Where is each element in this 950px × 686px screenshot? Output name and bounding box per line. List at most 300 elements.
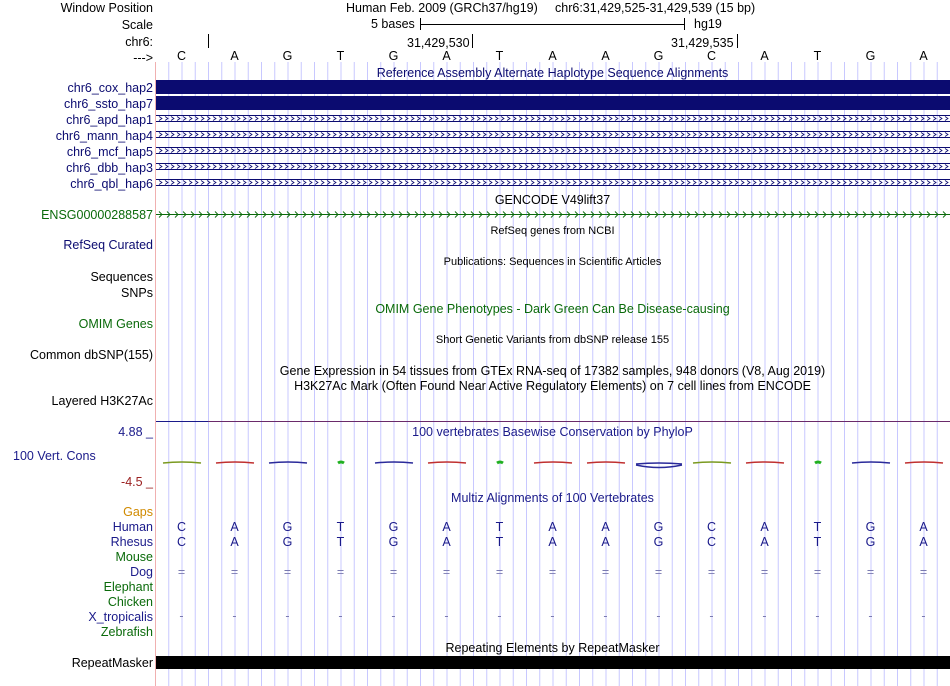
- strand-chevron: [357, 149, 360, 153]
- strand-chevron: [183, 165, 186, 169]
- conservation-mark: [746, 462, 784, 463]
- strand-chevron: [573, 117, 576, 121]
- aligned-base: A: [601, 535, 610, 549]
- strand-chevron: [339, 165, 342, 169]
- species-chicken-label[interactable]: Chicken: [107, 595, 153, 609]
- strand-chevron: [261, 149, 264, 153]
- strand-chevron: [507, 165, 510, 169]
- strand-chevron: [411, 133, 414, 137]
- strand-chevron: [825, 117, 828, 121]
- strand-chevron: [531, 165, 534, 169]
- strand-chevron: [591, 165, 594, 169]
- strand-chevron: [537, 149, 540, 153]
- strand-chevron: [477, 149, 480, 153]
- strand-chevron: [903, 181, 906, 185]
- strand-chevron: [627, 149, 630, 153]
- conservation-mark: [852, 462, 890, 463]
- strand-chevron: [771, 133, 774, 137]
- aligned-base: A: [548, 535, 557, 549]
- strand-chevron: [261, 117, 264, 121]
- strand-chevron: [603, 149, 606, 153]
- strand-chevron: [195, 133, 198, 137]
- strand-chevron: [831, 149, 834, 153]
- strand-chevron: [483, 181, 486, 185]
- strand-chevron: [579, 181, 582, 185]
- strand-chevron: [357, 117, 360, 121]
- strand-chevron: [321, 133, 324, 137]
- strand-chevron: [453, 117, 456, 121]
- track-label-cox-hap2[interactable]: chr6_cox_hap2: [67, 81, 153, 95]
- species-mouse-label[interactable]: Mouse: [115, 550, 153, 564]
- strand-chevron: [657, 165, 660, 169]
- strand-chevron: [177, 165, 180, 169]
- strand-chevron: [351, 133, 354, 137]
- strand-chevron: [675, 165, 678, 169]
- omim-track-title: OMIM Gene Phenotypes - Dark Green Can Be Disease-causing: [375, 302, 730, 316]
- alt-haplotype-track-title: Reference Assembly Alternate Haplotype Sequence Alignments: [376, 66, 729, 80]
- reference-base: A: [548, 49, 557, 63]
- strand-chevron: [465, 133, 468, 137]
- strand-chevron: [597, 133, 600, 137]
- strand-chevron: [345, 133, 348, 137]
- aligned-base: A: [442, 535, 451, 549]
- strand-chevron: [525, 165, 528, 169]
- strand-chevron: [627, 133, 630, 137]
- haplotype-alignment-line[interactable]: [156, 163, 950, 170]
- strand-chevron: [483, 165, 486, 169]
- strand-chevron: [309, 133, 312, 137]
- strand-chevron: [309, 117, 312, 121]
- strand-chevron: [795, 165, 798, 169]
- strand-chevron: [939, 117, 942, 121]
- reference-base: A: [919, 49, 928, 63]
- strand-chevron: [177, 181, 180, 185]
- track-label-dbb-hap3[interactable]: chr6_dbb_hap3: [66, 161, 153, 175]
- strand-chevron: [525, 181, 528, 185]
- strand-chevron: [645, 149, 648, 153]
- strand-chevron: [831, 165, 834, 169]
- strand-chevron: [735, 165, 738, 169]
- strand-chevron: [165, 133, 168, 137]
- strand-chevron: [507, 117, 510, 121]
- strand-chevron: [933, 149, 936, 153]
- strand-chevron: [351, 149, 354, 153]
- strand-chevron: [783, 181, 786, 185]
- repeatmasker-label[interactable]: RepeatMasker: [71, 656, 153, 670]
- strand-chevron: [795, 149, 798, 153]
- strand-chevron: [237, 181, 240, 185]
- strand-chevron: [333, 165, 336, 169]
- strand-chevron: [747, 149, 750, 153]
- strand-chevron: [759, 165, 762, 169]
- aligned-base: G: [282, 535, 293, 549]
- aligned-base: =: [813, 565, 822, 579]
- strand-chevron: [243, 149, 246, 153]
- strand-chevron: [327, 165, 330, 169]
- strand-chevron: [741, 165, 744, 169]
- strand-chevron: [843, 117, 846, 121]
- strand-chevron: [165, 117, 168, 121]
- conservation-min-value: -4.5 _: [121, 475, 153, 489]
- strand-chevron: [501, 149, 504, 153]
- strand-chevron: [639, 149, 642, 153]
- strand-chevron: [915, 181, 918, 185]
- strand-chevron: [273, 149, 276, 153]
- strand-chevron: [387, 165, 390, 169]
- strand-chevron: [705, 149, 708, 153]
- strand-chevron: [801, 117, 804, 121]
- strand-chevron: [561, 133, 564, 137]
- strand-chevron: [663, 117, 666, 121]
- strand-chevron: [909, 133, 912, 137]
- aligned-base: A: [919, 520, 928, 534]
- strand-chevron: [327, 133, 330, 137]
- strand-chevron: [165, 181, 168, 185]
- strand-chevron: [753, 181, 756, 185]
- strand-chevron: [879, 165, 882, 169]
- aligned-base: -: [444, 609, 449, 623]
- strand-chevron: [759, 181, 762, 185]
- strand-chevron: [333, 117, 336, 121]
- strand-chevron: [795, 117, 798, 121]
- human-alignment-row: [155, 520, 950, 534]
- aligned-base: A: [442, 520, 451, 534]
- strand-chevron: [501, 133, 504, 137]
- conservation-mark: [375, 462, 413, 463]
- strand-chevron: [531, 117, 534, 121]
- track-label-mcf-hap5[interactable]: chr6_mcf_hap5: [66, 145, 153, 159]
- snps-label[interactable]: SNPs: [121, 286, 153, 300]
- strand-chevron: [717, 181, 720, 185]
- strand-chevron: [675, 181, 678, 185]
- strand-chevron: [519, 181, 522, 185]
- strand-chevron: [423, 149, 426, 153]
- strand-chevron: [879, 181, 882, 185]
- gene-label-ensg[interactable]: ENSG00000288587: [41, 208, 153, 222]
- strand-chevron: [849, 181, 852, 185]
- strand-chevron: [495, 181, 498, 185]
- strand-chevron: [513, 165, 516, 169]
- strand-chevron: [921, 149, 924, 153]
- strand-chevron: [177, 149, 180, 153]
- strand-chevron: [219, 149, 222, 153]
- omim-genes-label[interactable]: OMIM Genes: [78, 317, 153, 331]
- coord-label-1: 31,429,530: [407, 36, 470, 50]
- strand-chevron: [801, 165, 804, 169]
- strand-chevron: [183, 133, 186, 137]
- strand-chevron: [435, 133, 438, 137]
- strand-chevron: [657, 181, 660, 185]
- strand-chevron: [891, 165, 894, 169]
- strand-chevron: [945, 117, 948, 121]
- strand-chevron: [225, 149, 228, 153]
- strand-chevron: [693, 133, 696, 137]
- haplotype-alignment-line[interactable]: [156, 115, 950, 122]
- aligned-base: =: [177, 565, 186, 579]
- strand-chevron: [165, 165, 168, 169]
- species-human-label[interactable]: Human: [112, 520, 153, 534]
- gtex-track-title: Gene Expression in 54 tissues from GTEx RNA-seq of 17382 samples, 948 donors (V8, Aug 2019): [279, 364, 826, 378]
- strand-chevron: [255, 117, 258, 121]
- strand-chevron: [921, 181, 924, 185]
- strand-chevron: [195, 149, 198, 153]
- strand-chevron: [915, 117, 918, 121]
- strand-chevron: [663, 165, 666, 169]
- strand-chevron: [297, 133, 300, 137]
- scale-label: Scale: [121, 18, 153, 32]
- strand-chevron: [873, 149, 876, 153]
- strand-chevron: [459, 165, 462, 169]
- layered-h3k27ac-label[interactable]: Layered H3K27Ac: [51, 394, 153, 408]
- strand-chevron: [669, 181, 672, 185]
- strand-chevron: [177, 117, 180, 121]
- haplotype-alignment-block[interactable]: [156, 80, 950, 94]
- strand-chevron: [771, 165, 774, 169]
- strand-chevron: [591, 149, 594, 153]
- strand-chevron: [681, 181, 684, 185]
- strand-chevron: [393, 149, 396, 153]
- track-label-apd-hap1[interactable]: chr6_apd_hap1: [66, 113, 153, 127]
- strand-chevron: [525, 149, 528, 153]
- strand-chevron: [681, 133, 684, 137]
- strand-chevron: [621, 149, 624, 153]
- strand-chevron: [633, 149, 636, 153]
- reference-base: A: [760, 49, 769, 63]
- strand-chevron: [297, 149, 300, 153]
- species-xtropicalis-label[interactable]: X_tropicalis: [88, 610, 153, 624]
- strand-chevron: [567, 165, 570, 169]
- strand-chevron: [393, 133, 396, 137]
- tick-mark: [472, 34, 473, 48]
- strand-chevron: [825, 165, 828, 169]
- strand-chevron: [399, 149, 402, 153]
- strand-chevron: [837, 149, 840, 153]
- xtropicalis-alignment-row: [155, 609, 950, 623]
- track-label-qbl-hap6[interactable]: chr6_qbl_hap6: [70, 177, 153, 191]
- strand-chevron: [423, 133, 426, 137]
- strand-chevron: [603, 117, 606, 121]
- aligned-base: =: [548, 565, 557, 579]
- strand-chevron: [429, 165, 432, 169]
- strand-chevron: [465, 165, 468, 169]
- strand-chevron: [909, 165, 912, 169]
- conservation-track-title: 100 vertebrates Basewise Conservation by PhyloP: [412, 425, 693, 439]
- conservation-mark: [587, 462, 625, 463]
- strand-chevron: [645, 181, 648, 185]
- conservation-max-value: 4.88 _: [118, 425, 153, 439]
- strand-chevron: [453, 165, 456, 169]
- aligned-base: C: [176, 535, 187, 549]
- strand-chevron: [171, 149, 174, 153]
- haplotype-alignment-block[interactable]: [156, 96, 950, 110]
- strand-chevron: [777, 149, 780, 153]
- strand-chevron: [159, 149, 162, 153]
- strand-chevron: [885, 133, 888, 137]
- strand-chevron: [501, 117, 504, 121]
- strand-chevron: [369, 117, 372, 121]
- strand-chevron: [681, 165, 684, 169]
- strand-chevron: [753, 117, 756, 121]
- strand-chevron: [873, 165, 876, 169]
- dog-alignment-row: [155, 565, 950, 579]
- strand-chevron: [699, 117, 702, 121]
- strand-chevron: [645, 165, 648, 169]
- species-dog-label[interactable]: Dog: [130, 565, 153, 579]
- strand-chevron: [201, 133, 204, 137]
- strand-chevron: [507, 181, 510, 185]
- strand-chevron: [375, 165, 378, 169]
- strand-chevron: [705, 165, 708, 169]
- strand-chevron: [939, 133, 942, 137]
- gene-model-intron-line[interactable]: [156, 210, 950, 219]
- strand-chevron: [873, 133, 876, 137]
- strand-arrow-label: --->: [133, 51, 153, 65]
- track-label-mann-hap4[interactable]: chr6_mann_hap4: [55, 129, 153, 143]
- strand-chevron: [561, 181, 564, 185]
- strand-chevron: [291, 165, 294, 169]
- strand-chevron: [669, 117, 672, 121]
- strand-chevron: [267, 133, 270, 137]
- strand-chevron: [765, 149, 768, 153]
- strand-chevron: [201, 165, 204, 169]
- strand-chevron: [849, 133, 852, 137]
- strand-chevron: [867, 181, 870, 185]
- strand-chevron: [687, 149, 690, 153]
- position-readout: chr6:31,429,525-31,429,539 (15 bp): [555, 1, 756, 15]
- conservation-track-label[interactable]: 100 Vert. Cons: [13, 449, 96, 463]
- strand-chevron: [261, 133, 264, 137]
- strand-chevron: [657, 117, 660, 121]
- strand-chevron: [543, 165, 546, 169]
- strand-chevron: [531, 181, 534, 185]
- strand-chevron: [897, 133, 900, 137]
- strand-chevron: [519, 117, 522, 121]
- strand-chevron: [915, 149, 918, 153]
- strand-chevron: [447, 133, 450, 137]
- conservation-wiggle[interactable]: [156, 456, 950, 472]
- strand-chevron: [663, 181, 666, 185]
- strand-chevron: [291, 133, 294, 137]
- strand-chevron: [189, 149, 192, 153]
- strand-chevron: [207, 165, 210, 169]
- strand-chevron: [759, 133, 762, 137]
- reference-base: G: [282, 49, 293, 63]
- strand-chevron: [285, 165, 288, 169]
- strand-chevron: [807, 181, 810, 185]
- track-label-ssto-hap7[interactable]: chr6_ssto_hap7: [64, 97, 153, 111]
- dbsnp-track-title: Short Genetic Variants from dbSNP release 155: [435, 334, 670, 346]
- strand-chevron: [531, 133, 534, 137]
- strand-chevron: [465, 181, 468, 185]
- strand-chevron: [669, 149, 672, 153]
- strand-chevron: [867, 117, 870, 121]
- strand-chevron: [891, 181, 894, 185]
- conservation-mark: [216, 462, 254, 463]
- aligned-base: G: [388, 535, 399, 549]
- strand-chevron: [291, 117, 294, 121]
- species-zebrafish-label[interactable]: Zebrafish: [100, 625, 153, 639]
- strand-chevron: [183, 117, 186, 121]
- strand-chevron: [285, 133, 288, 137]
- strand-chevron: [687, 117, 690, 121]
- haplotype-alignment-line[interactable]: [156, 179, 950, 186]
- haplotype-alignment-line[interactable]: [156, 131, 950, 138]
- strand-chevron: [873, 117, 876, 121]
- strand-chevron: [885, 117, 888, 121]
- conservation-mark: [269, 462, 307, 463]
- strand-chevron: [201, 149, 204, 153]
- strand-chevron: [633, 181, 636, 185]
- species-gaps-label[interactable]: Gaps: [123, 505, 153, 519]
- refseq-curated-label[interactable]: RefSeq Curated: [63, 238, 153, 252]
- strand-chevron: [399, 117, 402, 121]
- aligned-base: T: [336, 535, 345, 549]
- strand-chevron: [303, 117, 306, 121]
- publications-sequences-label[interactable]: Sequences: [90, 270, 153, 284]
- strand-chevron: [375, 149, 378, 153]
- strand-chevron: [507, 133, 510, 137]
- strand-chevron: [441, 149, 444, 153]
- species-elephant-label[interactable]: Elephant: [103, 580, 153, 594]
- strand-chevron: [291, 149, 294, 153]
- aligned-base: C: [176, 520, 187, 534]
- strand-chevron: [903, 133, 906, 137]
- strand-chevron: [633, 165, 636, 169]
- strand-chevron: [357, 181, 360, 185]
- strand-chevron: [483, 117, 486, 121]
- strand-chevron: [723, 181, 726, 185]
- strand-chevron: [825, 181, 828, 185]
- strand-chevron: [651, 165, 654, 169]
- strand-chevron: [495, 149, 498, 153]
- aligned-base: T: [495, 520, 504, 534]
- strand-chevron: [327, 149, 330, 153]
- strand-chevron: [735, 181, 738, 185]
- strand-chevron: [261, 165, 264, 169]
- strand-chevron: [477, 181, 480, 185]
- strand-chevron: [789, 165, 792, 169]
- strand-chevron: [483, 149, 486, 153]
- strand-chevron: [477, 165, 480, 169]
- haplotype-alignment-line[interactable]: [156, 147, 950, 154]
- strand-chevron: [711, 181, 714, 185]
- strand-chevron: [423, 117, 426, 121]
- strand-chevron: [207, 117, 210, 121]
- strand-chevron: [891, 149, 894, 153]
- strand-chevron: [399, 133, 402, 137]
- strand-chevron: [771, 181, 774, 185]
- aligned-base: =: [866, 565, 875, 579]
- repeat-element-block[interactable]: [156, 656, 950, 669]
- strand-chevron: [195, 117, 198, 121]
- strand-chevron: [435, 165, 438, 169]
- aligned-base: =: [707, 565, 716, 579]
- strand-chevron: [837, 117, 840, 121]
- strand-chevron: [381, 165, 384, 169]
- reference-base: A: [230, 49, 239, 63]
- strand-chevron: [849, 165, 852, 169]
- strand-chevron: [597, 117, 600, 121]
- strand-chevron: [465, 117, 468, 121]
- strand-chevron: [399, 165, 402, 169]
- strand-chevron: [333, 181, 336, 185]
- strand-chevron: [687, 165, 690, 169]
- strand-chevron: [807, 149, 810, 153]
- strand-chevron: [285, 117, 288, 121]
- species-rhesus-label[interactable]: Rhesus: [110, 535, 153, 549]
- common-dbsnp-label[interactable]: Common dbSNP(155): [30, 348, 153, 362]
- strand-chevron: [765, 117, 768, 121]
